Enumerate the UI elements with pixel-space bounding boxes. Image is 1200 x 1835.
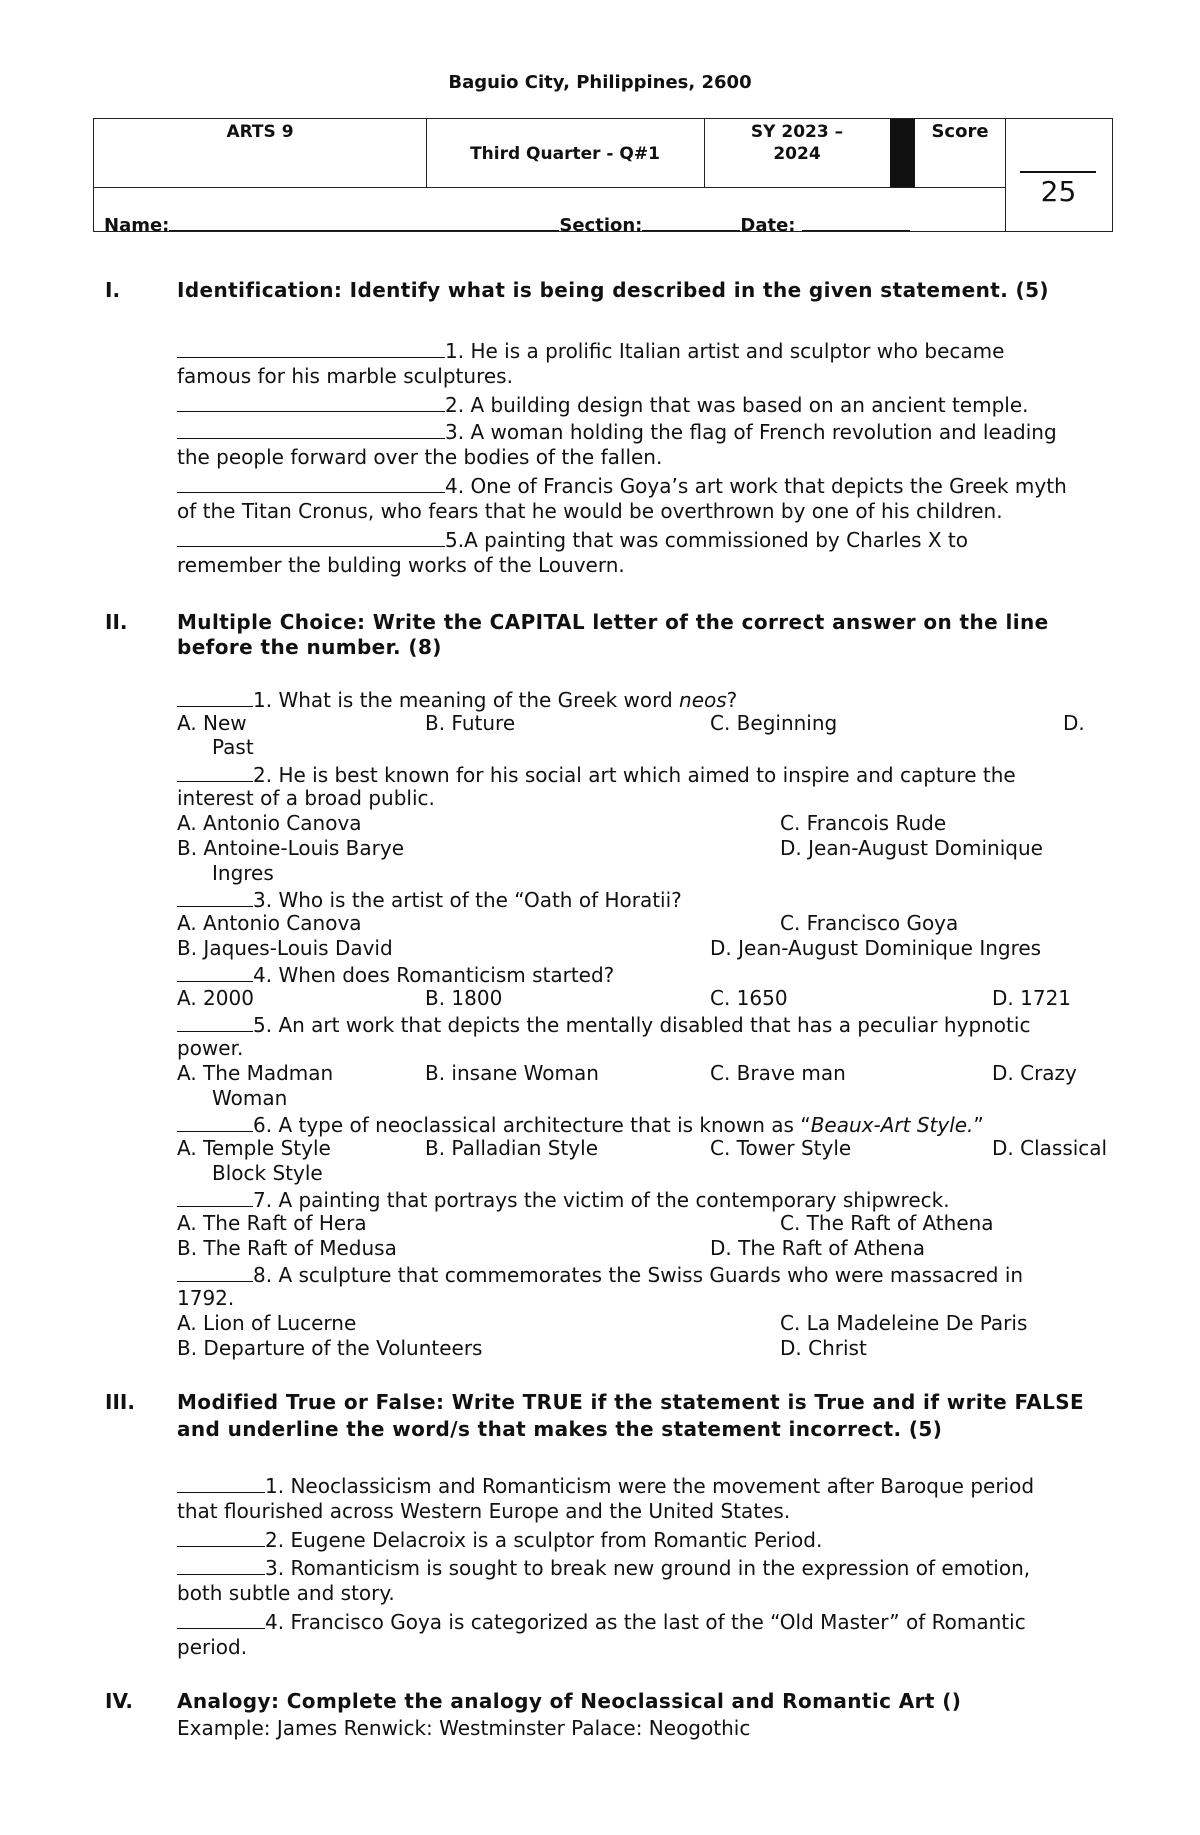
answer-blank[interactable] [177, 526, 445, 547]
option-b-continued: Ingres [212, 861, 274, 885]
question-continuation: the people forward over the bodies of the fallen. [177, 445, 663, 469]
option-d[interactable]: D. Jean-August Dominique [780, 836, 1043, 860]
answer-blank[interactable] [177, 391, 445, 412]
option-d[interactable]: D. Classical [992, 1136, 1108, 1160]
answer-blank[interactable] [177, 1554, 265, 1575]
answer-blank[interactable] [177, 886, 253, 907]
subject-label: ARTS 9 [226, 122, 294, 142]
option-b[interactable]: B. Departure of the Volunteers [177, 1336, 483, 1360]
section-label: Section: [559, 215, 643, 236]
option-a[interactable]: A. Temple Style [177, 1136, 331, 1160]
date-blank[interactable] [802, 210, 910, 231]
option-c[interactable]: C. Beginning [710, 711, 838, 735]
identification-item: 2. A building design that was based on an ancient temple. [177, 391, 1029, 417]
answer-blank[interactable] [177, 472, 445, 493]
answer-blank[interactable] [177, 1472, 265, 1493]
option-a[interactable]: A. The Raft of Hera [177, 1211, 367, 1235]
question-continuation: 1792. [177, 1286, 235, 1310]
question-continuation: interest of a broad public. [177, 786, 435, 810]
black-bar [890, 119, 915, 187]
header-table [93, 118, 1113, 236]
question-continuation: both subtle and story. [177, 1581, 395, 1605]
school-year-line1: SY 2023 – [750, 122, 844, 142]
answer-blank[interactable] [177, 1608, 265, 1629]
option-d-continued: Past [212, 735, 254, 759]
section-number: II. [105, 610, 128, 634]
option-a[interactable]: A. 2000 [177, 986, 254, 1010]
option-b[interactable]: B. 1800 [425, 986, 503, 1010]
answer-blank[interactable] [177, 418, 445, 439]
option-a[interactable]: A. Antonio Canova [177, 911, 362, 935]
option-c[interactable]: C. Francisco Goya [780, 911, 959, 935]
option-c[interactable]: C. Tower Style [710, 1136, 852, 1160]
quarter-label: Third Quarter - Q#1 [470, 144, 660, 164]
question-continuation: famous for his marble sculptures. [177, 364, 513, 388]
identification-item: 4. One of Francis Goya’s art work that depicts the Greek myth [177, 472, 1067, 498]
true-false-item: 3. Romanticism is sought to break new ground in the expression of emotion, [177, 1554, 1030, 1580]
question-continuation: that flourished across Western Europe and the United States. [177, 1499, 791, 1523]
option-c[interactable]: C. La Madeleine De Paris [780, 1311, 1028, 1335]
option-d[interactable]: D. Crazy [992, 1061, 1077, 1085]
option-a[interactable]: A. Lion of Lucerne [177, 1311, 357, 1335]
option-d[interactable]: D. Christ [780, 1336, 867, 1360]
option-c[interactable]: C. Francois Rude [780, 811, 947, 835]
option-b[interactable]: B. The Raft of Medusa [177, 1236, 397, 1260]
mc-question: 3. Who is the artist of the “Oath of Horatii? [177, 886, 682, 912]
score-total: 25 [1040, 175, 1077, 208]
section-number: I. [105, 278, 121, 302]
name-blank[interactable] [169, 210, 559, 231]
school-year-line2: 2024 [773, 144, 821, 164]
analogy-example: Example: James Renwick: Westminster Palace: Neogothic [177, 1716, 751, 1740]
name-field [104, 210, 910, 236]
section-number: IV. [105, 1689, 133, 1713]
score-label: Score [931, 121, 989, 142]
true-false-item: 1. Neoclassicism and Romanticism were the movement after Baroque period [177, 1472, 1034, 1498]
mc-question: 4. When does Romanticism started? [177, 961, 614, 987]
true-false-item: 2. Eugene Delacroix is a sculptor from Romantic Period. [177, 1526, 822, 1552]
answer-blank[interactable] [177, 1111, 253, 1132]
section-title-continued: before the number. (8) [177, 635, 442, 659]
question-continuation: period. [177, 1635, 248, 1659]
section-title-continued: and underline the word/s that makes the statement incorrect. (5) [177, 1417, 943, 1441]
mc-question: 8. A sculpture that commemorates the Swiss Guards who were massacred in [177, 1261, 1023, 1287]
option-b[interactable]: B. Future [425, 711, 516, 735]
option-b[interactable]: B. Antoine-Louis Barye [177, 836, 405, 860]
answer-blank[interactable] [177, 1011, 253, 1032]
true-false-item: 4. Francisco Goya is categorized as the last of the “Old Master” of Romantic [177, 1608, 1026, 1634]
option-d[interactable]: D. [1063, 711, 1085, 735]
mc-question: 1. What is the meaning of the Greek word neos? [177, 686, 737, 712]
divider [94, 187, 1005, 188]
option-a[interactable]: A. New [177, 711, 247, 735]
option-b[interactable]: B. insane Woman [425, 1061, 599, 1085]
school-location: Baguio City, Philippines, 2600 [448, 72, 752, 93]
mc-question: 6. A type of neoclassical architecture that is known as “Beaux-Art Style.” [177, 1111, 984, 1137]
answer-blank[interactable] [177, 761, 253, 782]
name-label: Name: [104, 215, 170, 236]
option-d[interactable]: D. 1721 [992, 986, 1072, 1010]
section-title: Identification: Identify what is being described in the given statement. (5) [177, 278, 1049, 302]
score-line [1020, 171, 1096, 173]
answer-blank[interactable] [177, 1526, 265, 1547]
question-continuation: of the Titan Cronus, who fears that he would be overthrown by one of his children. [177, 499, 1003, 523]
answer-blank[interactable] [177, 961, 253, 982]
section-title: Analogy: Complete the analogy of Neoclassical and Romantic Art () [177, 1689, 962, 1713]
mc-question: 2. He is best known for his social art which aimed to inspire and capture the [177, 761, 1016, 787]
option-a-continued: Block Style [212, 1161, 323, 1185]
mc-question: 7. A painting that portrays the victim of the contemporary shipwreck. [177, 1186, 950, 1212]
section-blank[interactable] [642, 210, 740, 231]
question-continuation: remember the bulding works of the Louvern. [177, 553, 625, 577]
option-a[interactable]: A. The Madman [177, 1061, 334, 1085]
identification-item: 3. A woman holding the flag of French revolution and leading [177, 418, 1057, 444]
section-title: Modified True or False: Write TRUE if the statement is True and if write FALSE [177, 1390, 1085, 1414]
option-d-continued: Woman [212, 1086, 288, 1110]
identification-item: 1. He is a prolific Italian artist and sculptor who became [177, 337, 1004, 363]
section-number: III. [105, 1390, 135, 1414]
answer-blank[interactable] [177, 1186, 253, 1207]
option-d[interactable]: D. The Raft of Athena [710, 1236, 925, 1260]
option-b[interactable]: B. Palladian Style [425, 1136, 598, 1160]
option-c[interactable]: C. The Raft of Athena [780, 1211, 994, 1235]
option-a[interactable]: A. Antonio Canova [177, 811, 362, 835]
option-b[interactable]: B. Jaques-Louis David [177, 936, 393, 960]
date-label: Date: [740, 215, 796, 236]
identification-item: 5.A painting that was commissioned by Charles X to [177, 526, 968, 552]
answer-blank[interactable] [177, 1261, 253, 1282]
answer-blank[interactable] [177, 337, 445, 358]
section-title: Multiple Choice: Write the CAPITAL letter of the correct answer on the line [177, 610, 1049, 634]
answer-blank[interactable] [177, 686, 253, 707]
option-c[interactable]: C. 1650 [710, 986, 788, 1010]
option-d[interactable]: D. Jean-August Dominique Ingres [710, 936, 1042, 960]
question-continuation: power. [177, 1036, 244, 1060]
option-c[interactable]: C. Brave man [710, 1061, 846, 1085]
mc-question: 5. An art work that depicts the mentally disabled that has a peculiar hypnotic [177, 1011, 1030, 1037]
